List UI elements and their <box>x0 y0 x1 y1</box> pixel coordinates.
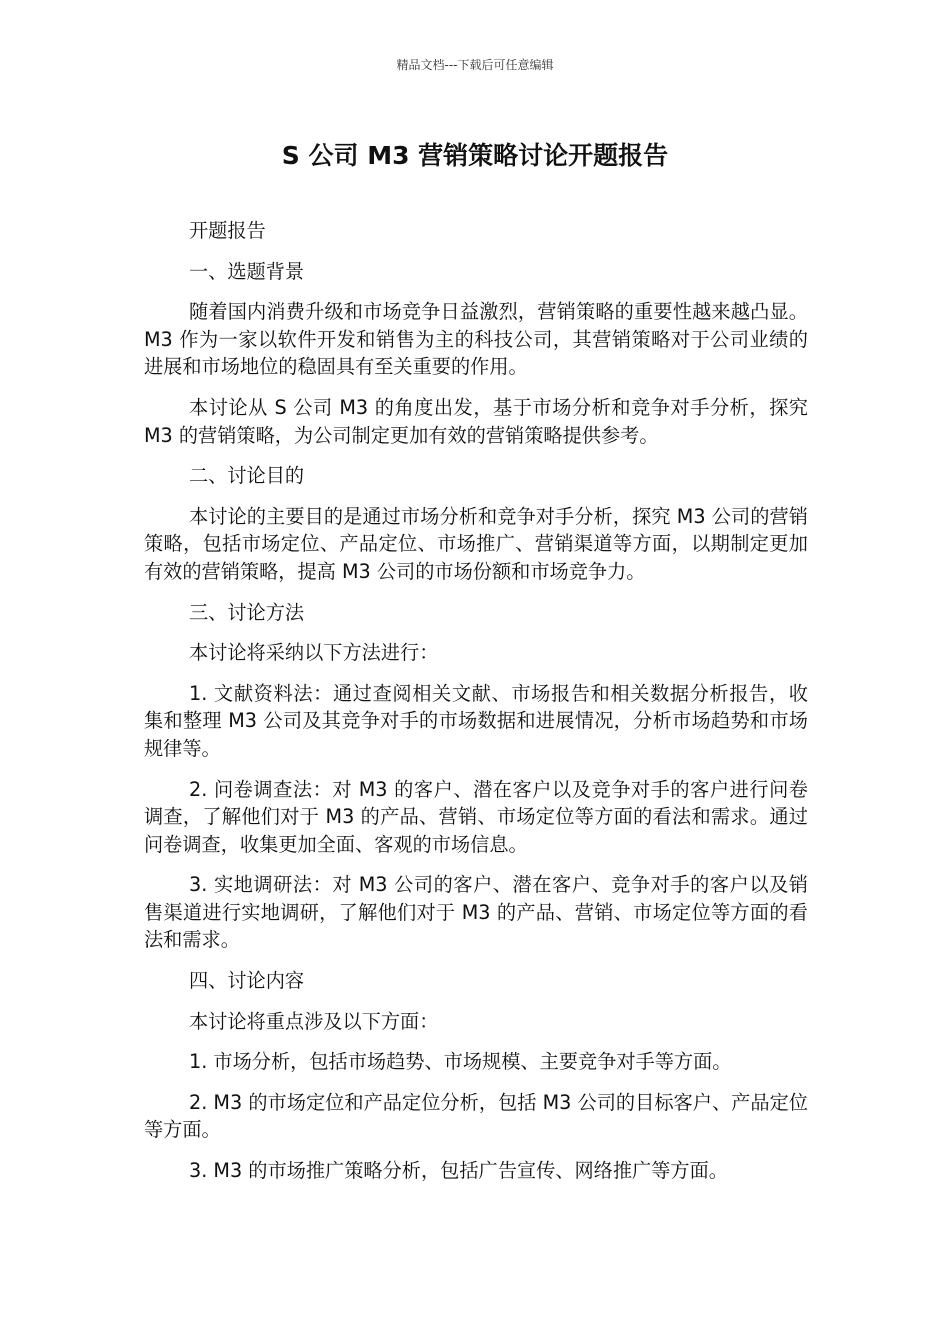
paragraph: 本讨论将采纳以下方法进行： <box>189 641 439 665</box>
list-item: 1. 市场分析，包括市场趋势、市场规模、主要竞争对手等方面。 <box>189 1050 732 1074</box>
document-title: S 公司 M3 营销策略讨论开题报告 <box>281 141 669 170</box>
list-item: 2. M3 的市场定位和产品定位分析，包括 M3 公司的目标客户、产品定位等方面。 <box>144 1090 808 1142</box>
page-header: 精品文档---下载后可任意编辑 <box>396 58 554 72</box>
list-item: 2. 问卷调查法：对 M3 的客户、潜在客户以及竞争对手的客户进行问卷调查，了解他们对于 M3 的产品、营销、市场定位等方面的看法和需求。通过问卷调查，收集更加全面、客观的市场信息。 <box>144 777 808 856</box>
document-body <box>144 217 808 1198</box>
section-heading-background: 一、选题背景 <box>189 259 305 283</box>
section-heading-purpose: 二、讨论目的 <box>189 464 305 488</box>
list-item: 3. M3 的市场推广策略分析，包括广告宣传、网络推广等方面。 <box>189 1159 728 1183</box>
list-item: 1. 文献资料法：通过查阅相关文献、市场报告和相关数据分析报告，收集和整理 M3 公司及其竞争对手的市场数据和进展情况，分析市场趋势和市场规律等。 <box>144 681 808 760</box>
paragraph: 本讨论从 S 公司 M3 的角度出发，基于市场分析和竞争对手分析，探究 M3 的营销策略，为公司制定更加有效的营销策略提供参考。 <box>144 395 808 447</box>
paragraph-report-label: 开题报告 <box>189 219 266 242</box>
paragraph: 随着国内消费升级和市场竞争日益激烈，营销策略的重要性越来越凸显。M3 作为一家以软件开发和销售为主的科技公司，其营销策略对于公司业绩的进展和市场地位的稳固具有至关重要的作用。 <box>144 300 808 379</box>
list-item: 3. 实地调研法：对 M3 公司的客户、潜在客户、竞争对手的客户以及销售渠道进行实地调研，了解他们对于 M3 的产品、营销、市场定位等方面的看法和需求。 <box>144 873 808 952</box>
section-heading-content: 四、讨论内容 <box>189 969 305 993</box>
section-heading-method: 三、讨论方法 <box>189 600 305 624</box>
paragraph: 本讨论的主要目的是通过市场分析和竞争对手分析，探究 M3 公司的营销策略，包括市场定位、产品定位、市场推广、营销渠道等方面，以期制定更加有效的营销策略，提高 M3 公司的市场份额和市场竞争力。 <box>144 504 808 583</box>
paragraph: 本讨论将重点涉及以下方面： <box>189 1009 439 1033</box>
